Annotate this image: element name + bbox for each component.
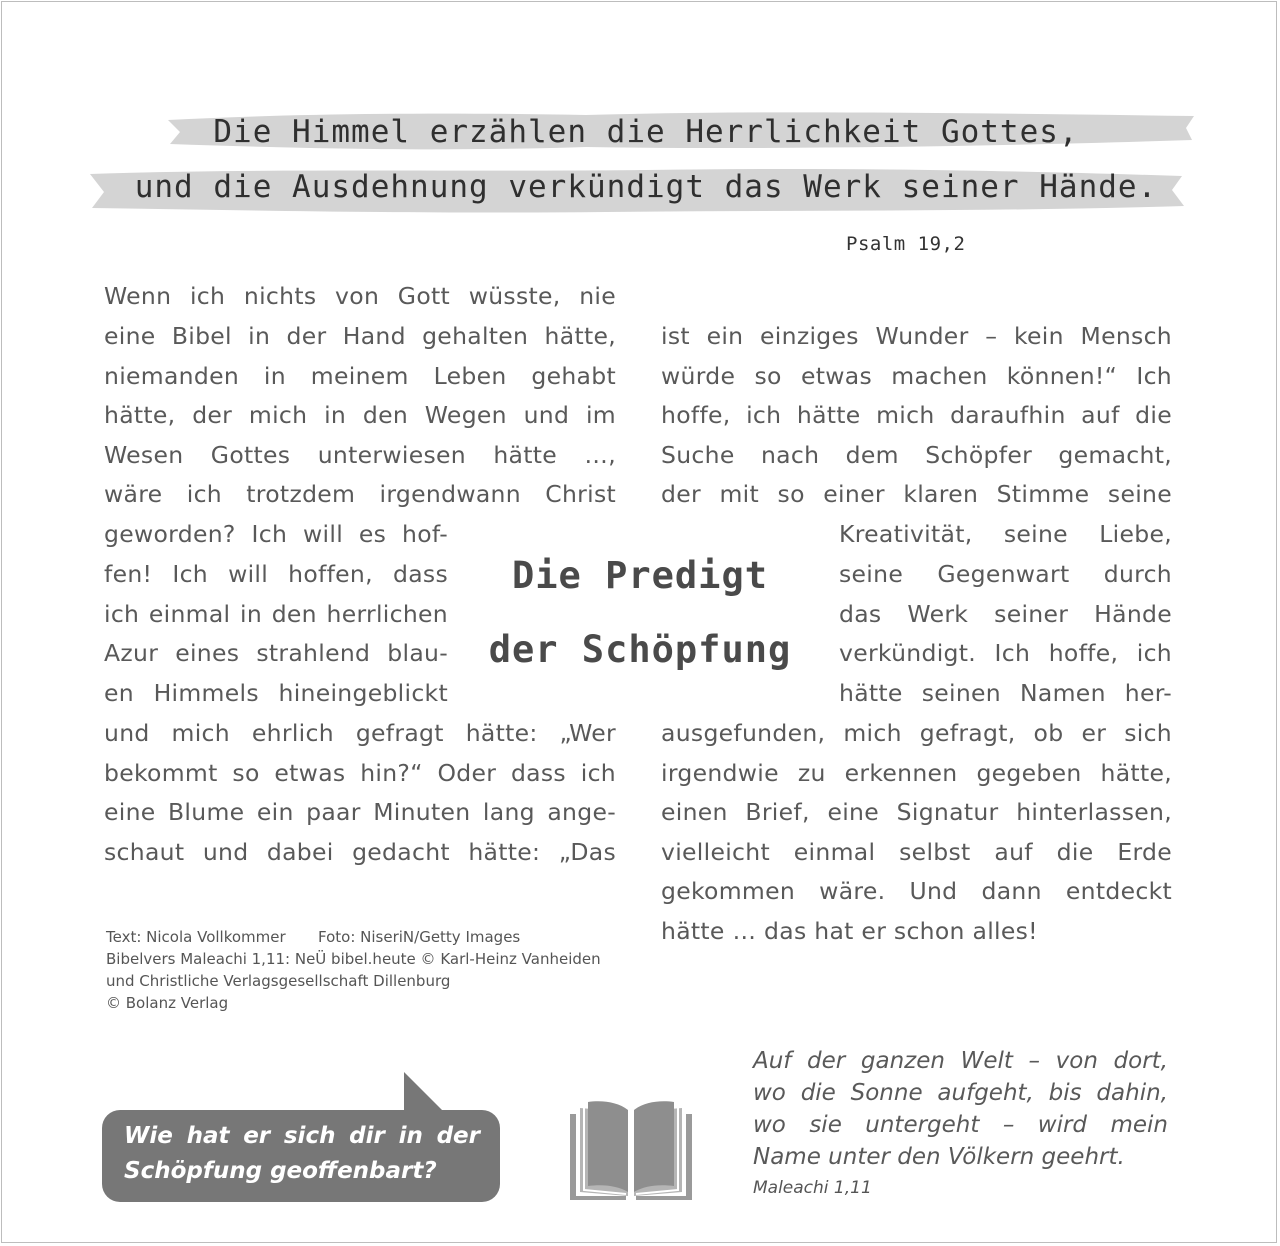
text-line: bekommt so etwas hin?“ Oder dass ich (104, 759, 616, 787)
bottom-verse-reference: Maleachi 1,11 (753, 1178, 872, 1198)
text-line: seine Gegenwart durch (839, 560, 1172, 588)
text-line: hätte seinen Namen her- (839, 679, 1172, 707)
text-line: schaut und dabei gedacht hätte: „Das (104, 838, 616, 866)
credit-copyright: © Bolanz Verlag (106, 994, 229, 1012)
question-line-1: Wie hat er sich dir in der (124, 1123, 480, 1149)
center-title-line-2: der Schöpfung (488, 628, 792, 671)
text-line: ist ein einziges Wunder – kein Mensch (661, 322, 1172, 350)
text-line: niemanden in meinem Leben gehabt (104, 362, 616, 390)
text-line: geworden? Ich will es hof- (104, 520, 448, 548)
speech-bubble-tail (380, 1072, 446, 1112)
credit-text-author: Text: Nicola Vollkommer (106, 928, 286, 946)
text-line: fen! Ich will hoffen, dass (104, 560, 448, 588)
question-line-2: Schöpfung geoffenbart? (124, 1158, 437, 1184)
open-book-icon (566, 1096, 696, 1206)
header-verse-reference: Psalm 19,2 (846, 233, 966, 255)
bottom-verse-line-2: wo die Sonne aufgeht, bis dahin, (753, 1080, 1168, 1106)
text-line: Kreativität, seine Liebe, (839, 520, 1172, 548)
text-line: ich einmal in den herrlichen (104, 600, 448, 628)
credit-publisher-partner: und Christliche Verlagsgesellschaft Dillenburg (106, 972, 451, 990)
text-line: vielleicht einmal selbst auf die Erde (661, 838, 1172, 866)
bottom-verse-line-4: Name unter den Völkern geehrt. (753, 1144, 1125, 1170)
credit-bible-verse: Bibelvers Maleachi 1,11: NeÜ bibel.heute © Karl-Heinz Vanheiden (106, 950, 601, 968)
bottom-verse-line-1: Auf der ganzen Welt – von dort, (753, 1048, 1168, 1074)
credit-photo: Foto: NiseriN/Getty Images (318, 928, 521, 946)
center-title-line-1: Die Predigt (511, 554, 769, 597)
text-line: und mich ehrlich gefragt hätte: „Wer (104, 719, 616, 747)
text-line: en Himmels hineingeblickt (104, 679, 448, 707)
text-line: hätte … das hat er schon alles! (661, 917, 1038, 945)
text-line: das Werk seiner Hände (839, 600, 1172, 628)
header-verse-line-2: und die Ausdehnung verkündigt das Werk seiner Hände. (134, 169, 1158, 205)
text-line: einen Brief, eine Signatur hinterlassen, (661, 798, 1172, 826)
text-line: hoffe, ich hätte mich daraufhin auf die (661, 401, 1172, 429)
header-verse-line-1: Die Himmel erzählen die Herrlichkeit Gottes, (213, 114, 1079, 150)
text-line: wäre ich trotzdem irgendwann Christ (104, 480, 616, 508)
text-line: verkündigt. Ich hoffe, ich (839, 639, 1172, 667)
text-line: der mit so einer klaren Stimme seine (661, 480, 1172, 508)
text-line: eine Bibel in der Hand gehalten hätte, (104, 322, 616, 350)
text-line: hätte, der mich in den Wegen und im (104, 401, 616, 429)
text-line: Suche nach dem Schöpfer gemacht, (661, 441, 1172, 469)
text-line: würde so etwas machen können!“ Ich (661, 362, 1172, 390)
text-line: Azur eines strahlend blau- (104, 639, 448, 667)
text-line: eine Blume ein paar Minuten lang ange- (104, 798, 616, 826)
text-line: irgendwie zu erkennen gegeben hätte, (661, 759, 1172, 787)
text-line: ausgefunden, mich gefragt, ob er sich (661, 719, 1172, 747)
text-line: gekommen wäre. Und dann entdeckt (661, 877, 1172, 905)
text-line: Wesen Gottes unterwiesen hätte …, (104, 441, 616, 469)
text-line: Wenn ich nichts von Gott wüsste, nie (104, 282, 616, 310)
bottom-verse-line-3: wo sie untergeht – wird mein (753, 1112, 1168, 1138)
